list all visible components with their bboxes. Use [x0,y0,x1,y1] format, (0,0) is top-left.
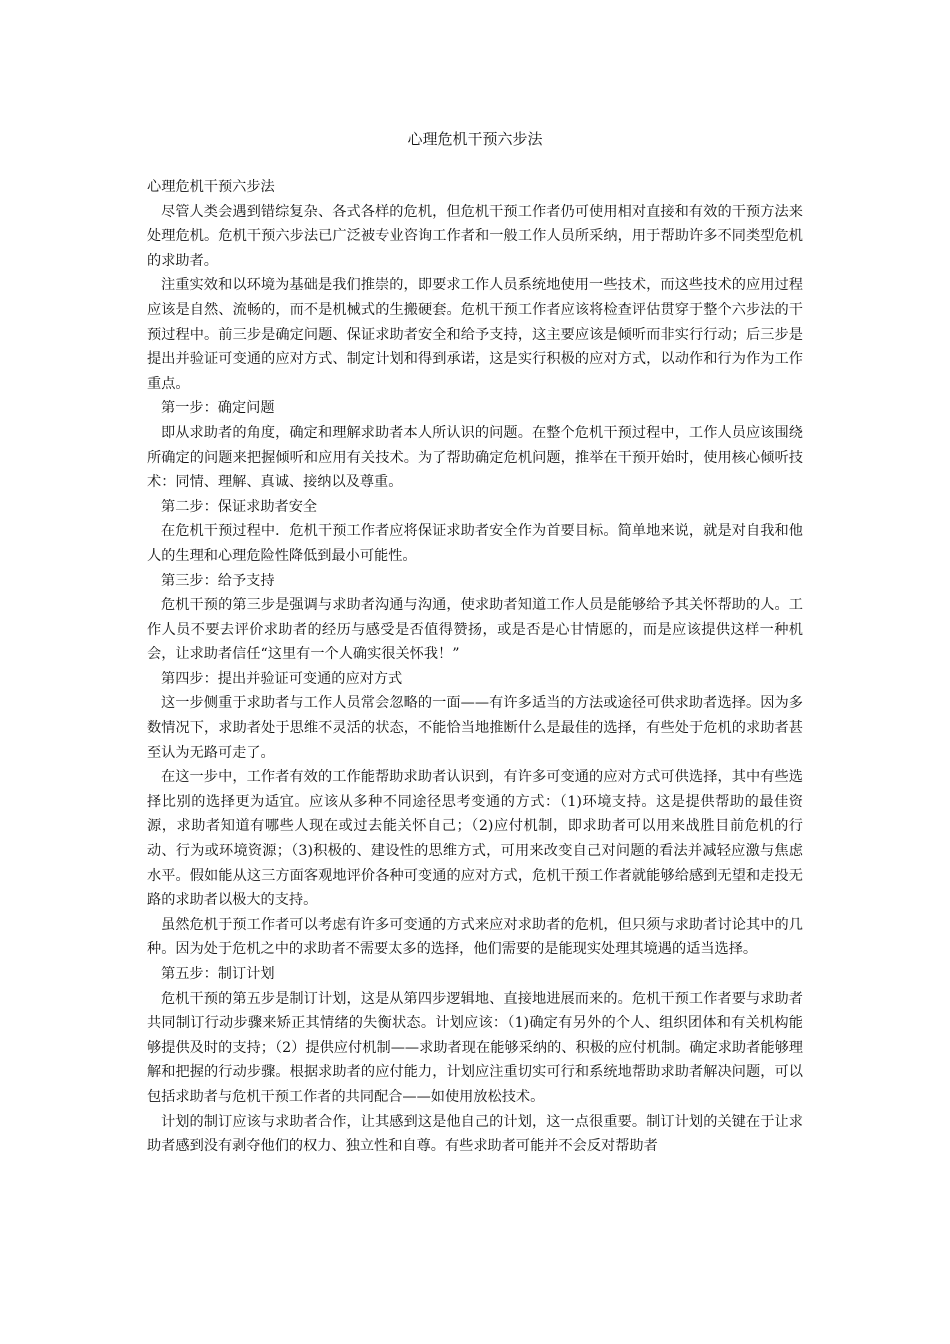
step-4-paragraph-3: 虽然危机于预工作者可以考虑有许多可变通的方式来应对求助者的危机，但只须与求助者讨论其中的几种。因为处于危机之中的求助者不需要太多的选择，他们需要的是能现实处理其境遇的适当选择。 [147,916,803,958]
document-title: 心理危机干预六步法 [407,130,543,148]
document-body [147,175,803,1159]
step-5-paragraph-1: 危机干预的第五步是制订计划，这是从第四步逻辑地、直接地进展而来的。危机干预工作者要与求助者共同制订行动步骤来矫正其情绪的失衡状态。计划应该：（1)确定有另外的个人、组织团体和有关机构能够提供及时的支持；（2）提供应付机制——求助者现在能够采纳的、积极的应付机制。确定求助者能够理解和把握的行动步骤。根据求助者的应付能力，计划应注重切实可行和系统地帮助求助者解决问题，可以包括求助者与危机干预工作者的共同配合——如使用放松技术。 [147,990,803,1105]
step-1-paragraph: 即从求助者的角度，确定和理解求助者本人所认识的问题。在整个危机干预过程中，工作人员应该围绕所确定的问题来把握倾听和应用有关技术。为了帮助确定危机问题，推举在干预开始时，使用核心倾听技术：同情、理解、真诚、接纳以及尊重。 [147,424,803,491]
step-2-paragraph: 在危机干预过程中．危机干预工作者应将保证求助者安全作为首要目标。简单地来说，就是对自我和他人的生理和心理危险性降低到最小可能性。 [147,523,803,564]
step-3-paragraph: 危机干预的第三步是强调与求助者沟通与沟通，使求助者知道工作人员是能够给予其关怀帮助的人。工作人员不要去评价求助者的经历与感受是否值得赞扬，或是否是心甘情愿的，而是应该提供这样一种机会，让求助者信任“这里有一个人确实很关怀我！” [147,597,803,663]
paragraph-subtitle: 心理危机干预六步法 [147,179,275,195]
paragraph-intro: 尽管人类会遇到错综复杂、各式各样的危机，但危机干预工作者仍可使用相对直接和有效的干预方法来处理危机。危机干预六步法已广泛被专业咨询工作者和一般工作人员所采纳，用于帮助许多不同类型危机的求助者。 [147,203,803,269]
step-4-paragraph-1: 这一步侧重于求助者与工作人员常会忽略的一面——有许多适当的方法或途径可供求助者选择。因为多数情况下，求助者处于思维不灵活的状态，不能恰当地推断什么是最佳的选择，有些处于危机的求助者甚至认为无路可走了。 [147,695,803,761]
step-5-heading: 第五步：制订计划 [161,966,275,982]
step-1-heading: 第一步：确定问题 [161,400,275,417]
step-3-heading: 第三步：给予支持 [161,572,275,589]
step-4-heading: 第四步：提出并验证可变通的应对方式 [161,670,403,687]
step-5-paragraph-2: 计划的制订应该与求助者合作，让其感到这是他自己的计划，这一点很重要。制订计划的关键在于让求助者感到没有剥夺他们的权力、独立性和自尊。有些求助者可能并不会反对帮助者 [147,1113,803,1155]
paragraph-overview: 注重实效和以环境为基础是我们推崇的，即要求工作人员系统地使用一些技术，而这些技术的应用过程应该是自然、流畅的，而不是机械式的生搬硬套。危机干预工作者应该将检查评估贯穿于整个六步法的干预过程中。前三步是确定问题、保证求助者安全和给予支持，这主要应该是倾听而非实行行动；后三步是提出并验证可变通的应对方式、制定计划和得到承诺，这是实行积极的应对方式，以动作和行为作为工作重点。 [147,277,803,392]
step-2-heading: 第二步：保证求助者安全 [161,498,318,515]
step-4-paragraph-2: 在这一步中，工作者有效的工作能帮助求助者认识到，有许多可变通的应对方式可供选择，其中有些选择比别的选择更为适宜。应该从多种不同途径思考变通的方式：（1)环境支持。这是提供帮助的最佳资源，求助者知道有哪些人现在或过去能关怀自己；（2)应付机制，即求助者可以用来战胜目前危机的行动、行为或环境资源；（3)积极的、建设性的思维方式，可用来改变自己对问题的看法并减轻应激与焦虑水平。假如能从这三方面客观地评价各种可变通的应对方式，危机干预工作者就能够给感到无望和走投无路的求助者以极大的支持。 [147,769,803,909]
